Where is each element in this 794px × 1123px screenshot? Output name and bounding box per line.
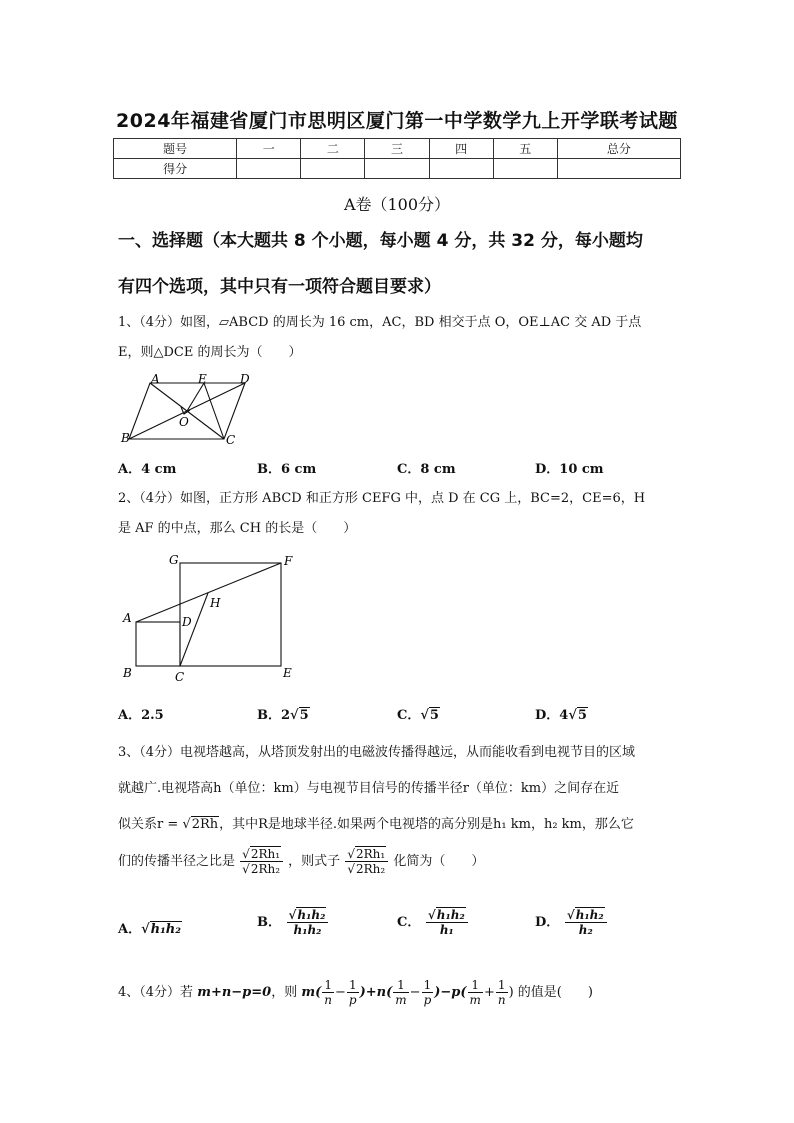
fraction-numerator: √h₁h₂: [287, 908, 329, 923]
q2-option-c[interactable]: [397, 704, 440, 723]
figure-label: A: [123, 611, 132, 625]
ratio-fraction: [240, 847, 283, 876]
expr-fraction: $\frac{1}{n}$: [497, 978, 506, 1007]
fraction-denominator: √2Rh₂: [242, 862, 281, 876]
question-2: [118, 484, 684, 544]
q2-option-b[interactable]: [257, 704, 310, 723]
question-3-line: 就越广.电视塔高h（单位：km）与电视节目信号的传播半径r（单位：km）之间存在近: [118, 781, 620, 796]
section-heading-line: 有四个选项，其中只有一项符合题目要求）: [118, 277, 441, 297]
figure-label: G: [169, 553, 179, 567]
q3-option-b-label: B．: [257, 915, 281, 930]
expr-fraction: $\frac{1}{m}$: [395, 978, 407, 1007]
figure-label: D: [182, 615, 192, 629]
q2-option-b-label: B．2: [257, 708, 291, 723]
score-table: [113, 138, 681, 179]
score-header-cell: 四: [429, 139, 493, 159]
option-fraction: [565, 908, 607, 937]
score-cell: [429, 159, 493, 179]
score-header-cell: 一: [237, 139, 301, 159]
q3-option-c-label: C．: [397, 915, 421, 930]
question-3-line: 3、（4分）电视塔越高，从塔顶发射出的电磁波传播得越远，从而能收看到电视节目的区域: [118, 745, 636, 760]
q1-option-c[interactable]: C．8 cm: [397, 462, 456, 477]
q3-option-b[interactable]: [257, 908, 329, 937]
expr-fraction: $\frac{1}{p}$: [423, 978, 432, 1007]
q4-condition: m+n−p=0: [197, 985, 272, 1000]
figure-label: C: [226, 433, 236, 447]
figure-label: O: [179, 415, 189, 429]
score-cell: [365, 159, 429, 179]
figure-label: B: [121, 431, 130, 445]
question-4: [118, 976, 684, 1010]
expr-part: )+n(: [359, 985, 393, 1000]
radicand: 2Rh: [191, 817, 219, 832]
score-cell: [557, 159, 680, 179]
q4-text: 4、（4分）若: [118, 985, 194, 1000]
expression-fraction: [345, 847, 388, 876]
score-table-header-row: [114, 139, 681, 159]
sqrt-sign: √: [141, 922, 150, 937]
q3-text: ，其中R是地球半径.如果两个电视塔的高分别是h₁ km，h₂ km，那么它: [219, 817, 634, 832]
square-cefg: [180, 563, 281, 666]
score-cell: [301, 159, 365, 179]
figure-label: D: [240, 372, 250, 386]
segment-af: [136, 563, 281, 622]
q3-option-d-label: D．: [535, 915, 560, 930]
expr-part: m(: [301, 985, 322, 1000]
q2-option-a[interactable]: A．2.5: [118, 708, 164, 723]
expr-fraction: $\frac{1}{p}$: [348, 978, 357, 1007]
fraction-numerator: √h₁h₂: [565, 908, 607, 923]
sqrt-sign: √: [182, 817, 191, 832]
section-heading: [118, 218, 688, 310]
radicand: 5: [577, 708, 587, 723]
figure-label: H: [210, 596, 221, 610]
parallelogram-figure: [118, 370, 268, 450]
score-header-cell: 五: [493, 139, 557, 159]
q2-option-d[interactable]: [535, 704, 588, 723]
fraction-numerator: √2Rh₁: [240, 847, 283, 862]
figure-label: F: [284, 554, 293, 568]
q3-text: 化简为（ ）: [393, 854, 485, 869]
squares-figure: [118, 550, 298, 685]
score-cell: [237, 159, 301, 179]
q3-option-d[interactable]: [535, 908, 608, 937]
score-cell: [493, 159, 557, 179]
fraction-denominator: h₂: [578, 923, 593, 937]
option-fraction: [287, 908, 329, 937]
expr-part: ): [508, 985, 514, 1000]
expr-part: −: [409, 985, 421, 1000]
figure-label: E: [198, 372, 207, 386]
sqrt-sign: √: [290, 708, 299, 723]
q4-text: 的值是( ): [517, 985, 593, 1000]
expr-part: )−p(: [434, 985, 467, 1000]
q2-option-d-label: D．4: [535, 708, 569, 723]
q3-option-a[interactable]: [118, 918, 182, 937]
option-fraction: [426, 908, 468, 937]
segment-ch: [180, 593, 208, 666]
expr-part: +: [483, 985, 495, 1000]
radicand: 5: [429, 708, 439, 723]
radicand: h₁h₂: [150, 922, 181, 937]
q3-option-a-label: A．: [118, 922, 142, 937]
question-2-line: 2、（4分）如图，正方形 ABCD 和正方形 CEFG 中，点 D 在 CG 上，BC=2，CE=6，H: [118, 491, 646, 506]
score-row-label: 得分: [114, 159, 237, 179]
fraction-denominator: h₁: [439, 923, 454, 937]
q1-option-b[interactable]: B．6 cm: [257, 462, 317, 477]
exam-title: 2024年福建省厦门市思明区厦门第一中学数学九上开学联考试题: [116, 110, 678, 132]
fraction-numerator: √h₁h₂: [426, 908, 468, 923]
radicand: 5: [299, 708, 309, 723]
expr-fraction: $\frac{1}{n}$: [324, 978, 333, 1007]
q2-option-c-label: C．: [397, 708, 421, 723]
question-1: [118, 308, 684, 368]
figure-label: C: [175, 670, 185, 684]
q3-text: 似关系r =: [118, 817, 179, 832]
square-abcd: [136, 622, 180, 666]
q3-text: ，则式子: [288, 854, 341, 869]
figure-label: B: [123, 666, 132, 680]
expr-part: −: [335, 985, 346, 1000]
question-1-line: 1、（4分）如图，▱ABCD 的周长为 16 cm，AC，BD 相交于点 O，OE⊥AC 交 AD 于点: [118, 315, 642, 330]
section-a-heading: A卷（100分）: [343, 195, 451, 214]
fraction-numerator: √2Rh₁: [345, 847, 388, 862]
score-header-cell: 二: [301, 139, 365, 159]
question-3-ratio-line: [118, 845, 684, 879]
q3-text: 们的传播半径之比是: [118, 854, 236, 869]
score-header-cell: 总分: [557, 139, 680, 159]
score-header-cell: 三: [365, 139, 429, 159]
segment-ec: [204, 383, 224, 439]
q1-option-d[interactable]: D．10 cm: [535, 462, 604, 477]
sqrt-sign: √: [420, 708, 429, 723]
section-heading-line: 一、选择题（本大题共 8 个小题，每小题 4 分，共 32 分，每小题均: [118, 231, 643, 251]
sqrt-sign: √: [568, 708, 577, 723]
question-2-line: 是 AF 的中点，那么 CH 的长是（ ）: [118, 521, 357, 536]
score-header-cell: 题号: [114, 139, 237, 159]
question-3: [118, 735, 684, 843]
fraction-denominator: h₁h₂: [293, 923, 322, 937]
figure-label: A: [151, 372, 160, 386]
q1-option-a[interactable]: A．4 cm: [118, 462, 177, 477]
q4-text: ，则: [271, 985, 298, 1000]
question-3-line: [118, 807, 684, 843]
q3-option-c[interactable]: [397, 908, 469, 937]
expr-fraction: $\frac{1}{m}$: [469, 978, 481, 1007]
question-1-line: E，则△DCE 的周长为（ ）: [118, 345, 302, 360]
figure-label: E: [283, 666, 292, 680]
score-table-score-row: [114, 159, 681, 179]
fraction-denominator: √2Rh₂: [347, 862, 386, 876]
